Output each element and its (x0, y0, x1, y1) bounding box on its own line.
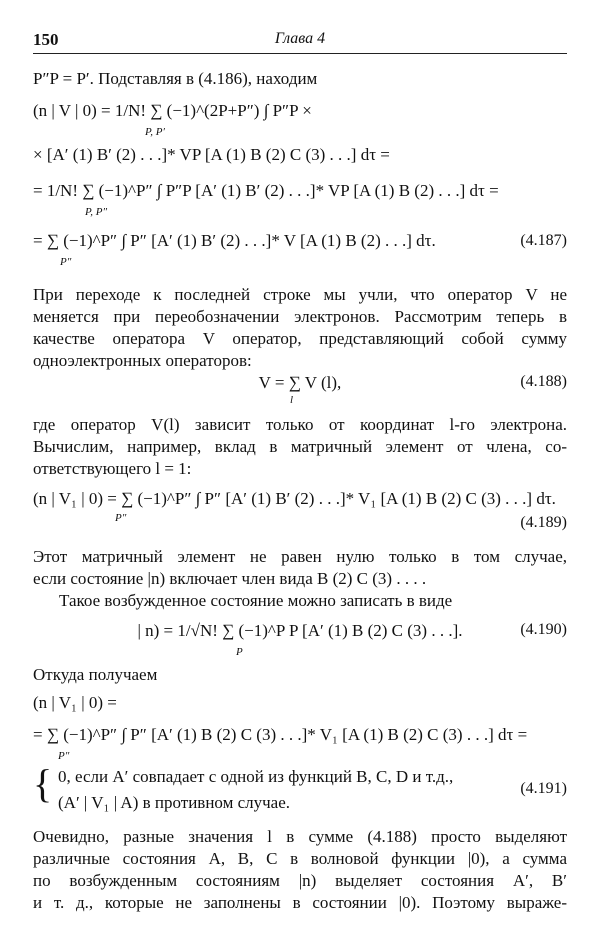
text-line: P″P = P′. Подставляя в (4.186), находим (33, 69, 318, 88)
formula-line: = ∑ (−1)^P″ ∫ P″ [A′ (1) B′ (2) . . .]* V [A (1) B (2) . . .] dτ. (33, 231, 436, 250)
text-line: Этот матричный элемент не равен нулю только в том случае, (33, 547, 567, 566)
text-line: различные состояния A, B, C в волновой функции |0), а сумма (33, 849, 567, 868)
text-line: одноэлектронных операторов: (33, 351, 252, 370)
text-line: меняется при переобозначении электронов. Рассмотрим теперь в (33, 307, 567, 326)
text-line: Очевидно, разные значения l в сумме (4.188) просто выделяют (33, 827, 567, 846)
formula-line: × [A′ (1) B′ (2) . . .]* VP [A (1) B (2) C (3) . . .] dτ = (33, 145, 390, 164)
text-line: по возбужденным состояниям |n) выделяет состояния A′, B′ (33, 871, 567, 890)
sum-subscript: P, P′ (145, 126, 165, 138)
equation-number: (4.187) (520, 232, 567, 249)
case-line: (A′ | V₁ | A) в противном случае. (58, 793, 291, 812)
text-line: При переходе к последней строке мы учли, что оператор V не (33, 285, 567, 304)
formula-line: = ∑ (−1)^P″ ∫ P″ [A′ (1) B (2) C (3) . . .]* V₁ [A (1) B (2) C (3) . . .] dτ = (33, 725, 528, 744)
sum-subscript: P″ (60, 256, 72, 268)
sum-subscript: l (290, 394, 294, 406)
header-rule (33, 53, 567, 54)
text-line: Откуда получаем (33, 665, 158, 684)
formula-line: (n | V | 0) = 1/N! ∑ (−1)^(2P+P″) ∫ P″P × (33, 101, 312, 120)
equation-number: (4.189) (520, 514, 567, 531)
formula-line: | n) = 1/√N! ∑ (−1)^P P [A′ (1) B (2) C (3) . . .]. (137, 621, 463, 640)
formula-line: (n | V₁ | 0) = (33, 693, 117, 712)
text-line: качестве оператора V оператор, представляющий собой сумму (33, 329, 567, 348)
sum-subscript: P, P″ (85, 206, 108, 218)
formula-line: (n | V₁ | 0) = ∑ (−1)^P″ ∫ P″ [A′ (1) B′ (2) . . .]* V₁ [A (1) B (2) C (3) . . .] dτ. (33, 489, 556, 508)
text-line: где оператор V(l) зависит только от координат l-го электрона. (33, 415, 567, 434)
sum-subscript: P (236, 646, 243, 658)
case-line: 0, если A′ совпадает с одной из функций B, C, D и т.д., (58, 767, 454, 786)
formula-line: = 1/N! ∑ (−1)^P″ ∫ P″P [A′ (1) B′ (2) . . .]* VP [A (1) B (2) . . .] dτ = (33, 181, 499, 200)
text-line: Такое возбужденное состояние можно записать в виде (59, 591, 453, 610)
equation-number: (4.191) (520, 780, 567, 797)
equation-number: (4.190) (520, 621, 567, 638)
sum-subscript: P″ (58, 750, 70, 762)
page-number: 150 (33, 30, 59, 49)
text-line: если состояние |n) включает член вида B (2) C (3) . . . . (33, 569, 427, 588)
chapter-title: Глава 4 (274, 30, 326, 47)
text-line: ответствующего l = 1: (33, 459, 192, 478)
text-line: и т. д., которые не заполнены в состоянии |0). Поэтому выраже- (33, 893, 567, 912)
equation-number: (4.188) (520, 373, 567, 390)
page-header (33, 30, 567, 52)
sum-subscript: P″ (115, 512, 127, 524)
text-line: Вычислим, например, вклад в матричный элемент от члена, со- (33, 437, 567, 456)
case-brace: { (33, 761, 53, 806)
formula-line: V = ∑ V (l), (258, 373, 342, 392)
